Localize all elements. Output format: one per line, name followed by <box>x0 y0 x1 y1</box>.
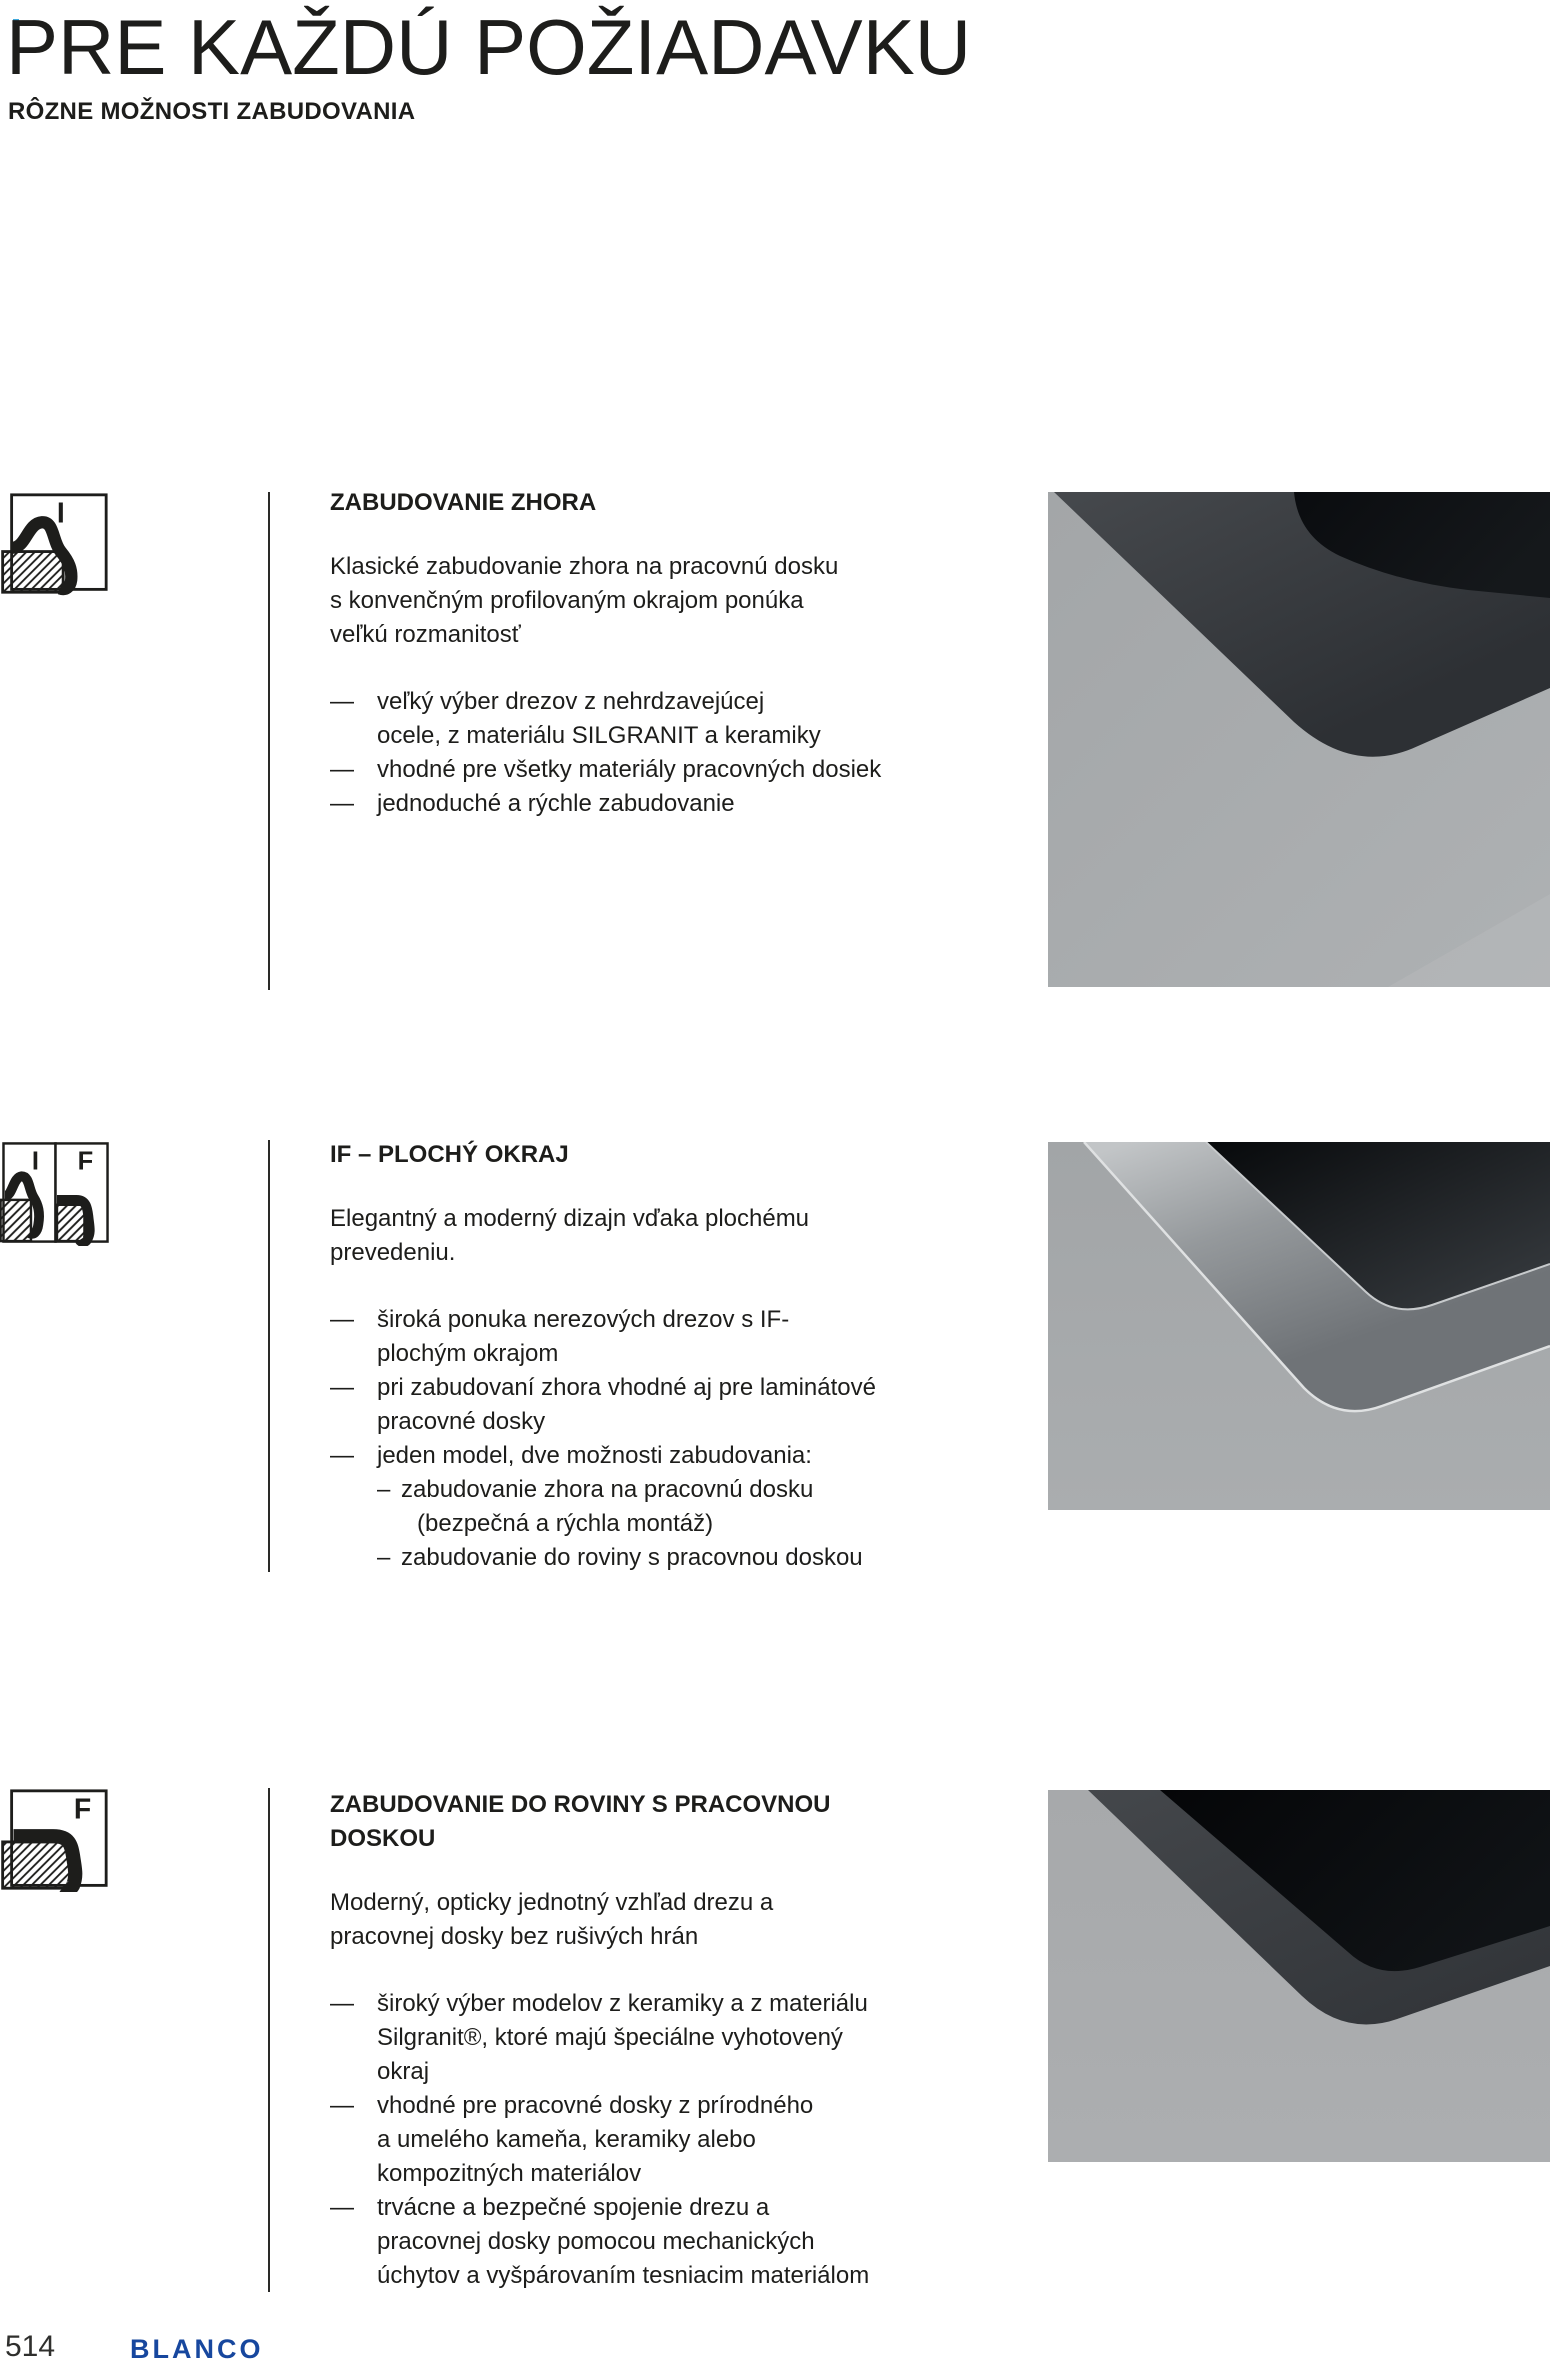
bullet-item: — široký výber modelov z keramiky a z materiálu Silgranit®, ktoré majú špeciálne vyhotovený okraj <box>330 1987 995 2089</box>
section-bullet-list <box>330 1303 995 1575</box>
bullet-dash: — <box>330 688 354 715</box>
section-intro: Elegantný a moderný dizajn vďaka plochému prevedeniu. <box>330 1205 810 1266</box>
blanco-logo: BLANCO <box>130 2334 264 2364</box>
page-title: PRE KAŽDÚ POŽIADAVKU <box>6 3 972 91</box>
sub-bullet-dash: – <box>377 1476 391 1503</box>
sub-bullet-item: – zabudovanie do roviny s pracovnou doskou <box>377 1541 863 1575</box>
bullet-item: — vhodné pre všetky materiály pracovných dosiek <box>330 753 995 787</box>
bullet-item: — vhodné pre pracovné dosky z prírodného a umelého kameňa, keramiky alebo kompozitných materiálov <box>330 2089 995 2191</box>
bullet-dash: — <box>330 1374 354 1401</box>
bullet-dash: — <box>330 790 354 817</box>
section-divider <box>268 492 270 990</box>
section-heading: ZABUDOVANIE DO ROVINY S PRACOVNOU DOSKOU <box>330 1791 831 1852</box>
bullet-item: — široká ponuka nerezových drezov s IF- plochým okrajom <box>330 1303 995 1371</box>
bullet-dash: — <box>330 756 354 783</box>
section-intro: Moderný, opticky jednotný vzhľad drezu a pracovnej dosky bez rušivých hrán <box>330 1889 774 1950</box>
section-top-mount-text <box>330 486 995 821</box>
bullet-item: — pri zabudovaní zhora vhodné aj pre laminátové pracovné dosky <box>330 1371 995 1439</box>
bullet-item: — trvácne a bezpečné spojenie drezu a pracovnej dosky pomocou mechanických úchytov a vyšpárovaním tesniacim materiálom <box>330 2191 995 2293</box>
icon-letter-i: I <box>31 1147 39 1176</box>
bullet-dash: — <box>330 1990 354 2017</box>
bullet-item: — jeden model, dve možnosti zabudovania: – zabudovanie zhora na pracovnú dosku (bezpečná a rýchla montáž) – zabudovanie do roviny s pracovnou doskou <box>330 1439 995 1575</box>
icon-letter-f: F <box>73 1793 92 1826</box>
bullet-dash: — <box>330 2194 354 2221</box>
section-heading: IF – PLOCHÝ OKRAJ <box>330 1141 569 1168</box>
flush-mount-installation-icon <box>1 1788 113 1897</box>
bullet-item: — veľký výber drezov z nehrdzavejúcej ocele, z materiálu SILGRANIT a keramiky <box>330 685 995 753</box>
bullet-dash: — <box>330 1306 354 1333</box>
top-mount-installation-icon <box>1 492 113 601</box>
anthracite-sink-top-mount-corner-photo <box>1048 492 1550 987</box>
section-intro: Klasické zabudovanie zhora na pracovnú dosku s konvenčným profilovaným okrajom ponúka veľkú rozmanitosť <box>330 553 839 648</box>
section-bullet-list <box>330 685 995 821</box>
page-number: 514 <box>5 2330 56 2363</box>
if-flat-rim-icon <box>0 1140 112 1251</box>
sub-bullet-item: – zabudovanie zhora na pracovnú dosku (bezpečná a rýchla montáž) <box>377 1473 863 1541</box>
stainless-steel-flat-rim-sink-corner-photo <box>1048 1142 1550 1510</box>
section-bullet-list <box>330 1987 995 2293</box>
section-flush-mount-text <box>330 1788 995 2293</box>
section-heading: ZABUDOVANIE ZHORA <box>330 489 597 516</box>
sub-bullet-dash: – <box>377 1544 391 1571</box>
sub-bullet-list <box>377 1473 863 1575</box>
bullet-dash: — <box>330 1442 354 1469</box>
section-if-flat-rim-text <box>330 1138 995 1575</box>
icon-letter-i: I <box>56 497 65 530</box>
icon-letter-f: F <box>77 1147 94 1176</box>
section-divider <box>268 1140 270 1572</box>
bullet-item: — jednoduché a rýchle zabudovanie <box>330 787 995 821</box>
bullet-dash: — <box>330 2092 354 2119</box>
section-divider <box>268 1788 270 2292</box>
anthracite-sink-flush-mount-corner-photo <box>1048 1790 1550 2162</box>
page-subtitle: RÔZNE MOŽNOSTI ZABUDOVANIA <box>8 98 416 125</box>
